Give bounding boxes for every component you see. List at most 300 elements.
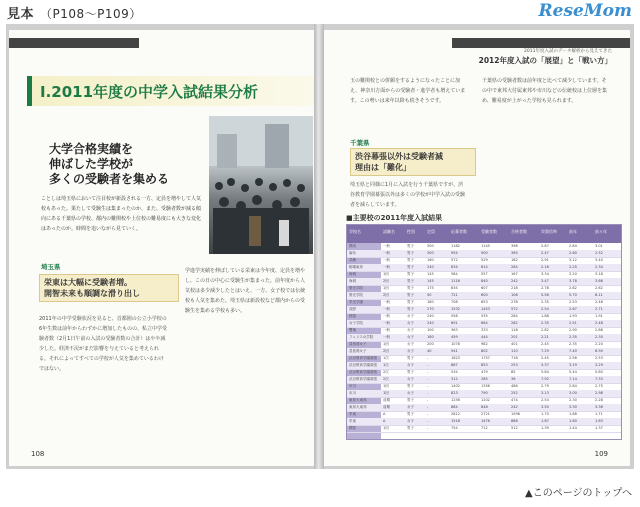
table-cell: 市川	[349, 391, 356, 395]
table-cell: 一般	[383, 265, 390, 269]
table-cell: 529	[481, 258, 488, 262]
table-cell: 男子	[407, 300, 414, 304]
table-cell: 2.30	[569, 398, 577, 402]
table-cell: 85	[511, 370, 516, 374]
header-title	[7, 3, 142, 22]
table-cell: 女子	[407, 342, 414, 346]
table-cell: 2721	[481, 412, 490, 416]
table-cell: 886	[511, 419, 518, 423]
table-cell: 2.30	[595, 335, 603, 339]
table-cell: 634	[451, 286, 458, 290]
table-cell: 2.90	[569, 328, 577, 332]
table-cell: 豊島岡女子	[349, 349, 367, 353]
table-cell: -	[427, 363, 429, 367]
table-cell: 884	[451, 405, 458, 409]
table-cell: 100	[427, 328, 434, 332]
table-cell: -	[427, 405, 429, 409]
table-cell: 2.45	[541, 356, 549, 360]
table-cell: 712	[481, 426, 488, 430]
crowd-photo	[209, 116, 313, 254]
table-cell: 242	[511, 279, 518, 283]
table-cell: 2.34	[595, 265, 603, 269]
table-cell: 312	[451, 377, 458, 381]
table-cell: A	[383, 412, 386, 416]
table-cell: 802	[481, 349, 488, 353]
table-cell: 一般	[383, 307, 390, 311]
table-cell: 285	[481, 377, 488, 381]
box-heading	[350, 148, 476, 176]
table-cell: 一般	[383, 321, 390, 325]
table-cell: 一般	[383, 258, 390, 262]
table-cell: -	[427, 356, 429, 360]
header-pages: （P108～P109）	[40, 7, 142, 21]
table-cell: 男子	[407, 398, 414, 402]
table-cell: 2.56	[569, 356, 577, 360]
table-cell: 2.78	[541, 286, 549, 290]
table-cell: 2.16	[541, 265, 549, 269]
table-cell: 1.70	[541, 412, 549, 416]
table-cell: 1.88	[541, 314, 549, 318]
table-cell: 584	[451, 272, 458, 276]
table-cell: 2.86	[595, 328, 603, 332]
table-cell: 145	[427, 279, 434, 283]
table-cell: 1476	[481, 419, 490, 423]
table-cell: 218	[511, 286, 518, 290]
table-cell: 東邦大東邦	[349, 398, 367, 402]
table-cell: 渋谷教育学園幕張	[349, 356, 377, 360]
table-cell: 1回	[383, 426, 389, 430]
table-cell: 1.39	[541, 426, 549, 430]
table-cell: 167	[511, 272, 518, 276]
table-cell: 2.75	[595, 384, 603, 388]
table-cell: 3.30	[569, 405, 577, 409]
table-cell: 男子	[407, 244, 414, 248]
table-cell: 2.35	[569, 335, 577, 339]
table-cell: 3.78	[569, 279, 577, 283]
region-tag: 埼玉県	[41, 263, 61, 271]
table-header-cell: 性別	[407, 229, 415, 234]
table-cell: 2.21	[541, 335, 549, 339]
body-column-1: 2011年の中学受験状況を見ると、首都圏の公立小学校の6年生数は前年からわずかに増加したものの、私立中学受験者数（2月1日午前の入試の受験者数の合計）はやや減少した。経済不況がまだ影響を与えていると考えられる。それによってすべての学校が人気を集めているわけではない。	[39, 316, 167, 372]
table-cell: 1回	[383, 384, 389, 388]
table-cell: 300	[427, 244, 434, 248]
table-cell: 1757	[481, 356, 490, 360]
table-cell: 2.71	[595, 307, 603, 311]
right-page	[324, 30, 630, 466]
table-cell: 182	[511, 258, 518, 262]
table-cell: 5.56	[541, 293, 549, 297]
table-cell: 東邦大東邦	[349, 405, 367, 409]
table-cell: 1145	[481, 244, 490, 248]
table-cell: 557	[481, 272, 488, 276]
table-cell: 1182	[451, 244, 460, 248]
table-cell: 1.68	[569, 412, 577, 416]
table-cell: 7.92	[541, 377, 549, 381]
table-cell: 男子	[407, 384, 414, 388]
table-cell: 282	[511, 321, 518, 325]
table-cell: 201	[511, 335, 518, 339]
table-cell: 2.98	[595, 391, 603, 395]
table-cell: -	[427, 426, 429, 430]
table-cell: 2.35	[569, 342, 577, 346]
table-cell: 1402	[451, 384, 460, 388]
table-cell: 754	[451, 426, 458, 430]
table-cell: 一般	[383, 251, 390, 255]
table-cell: 240	[427, 265, 434, 269]
table-cell: 110	[511, 349, 518, 353]
table-cell: 1078	[451, 342, 460, 346]
box-heading-line: 渋谷幕張以外は受験者減	[355, 152, 443, 161]
section-title-text: Ⅰ.2011年度の中学入試結果分析	[40, 83, 259, 101]
table-cell: 2.60	[569, 251, 577, 255]
table-cell: 1518	[451, 419, 460, 423]
table-cell: 145	[427, 272, 434, 276]
table-cell: 2.47	[541, 251, 549, 255]
table-cell: 333	[481, 328, 488, 332]
table-cell: 2.87	[541, 244, 549, 248]
page-number: 108	[31, 450, 45, 458]
table-cell: 一般	[383, 300, 390, 304]
table-cell: 50	[427, 293, 432, 297]
table-cell: 前期	[383, 398, 390, 402]
table-cell: 男子	[407, 426, 414, 430]
table-cell: 2.28	[595, 398, 603, 402]
table-cell: -	[427, 391, 429, 395]
subhead-line: 伸ばした学校が	[49, 157, 134, 171]
table-header-cell: 実質倍率	[541, 229, 557, 234]
table-cell: 941	[451, 349, 458, 353]
table-cell: 900	[481, 251, 488, 255]
table-cell: 一般	[383, 314, 390, 318]
table-cell: 栄光学園	[349, 300, 363, 304]
table-cell: 渋谷教育学園幕張	[349, 377, 377, 381]
body-column-2: 学進学実績を伸ばしている栄東は今年度、定員を増やし、この日の中心に受験生が集まった。前年度から人気校は多少減少したとはいえ、一方、女子校では伝統校も人気を集めた。埼玉県は新設校など都内からの受験生を集める学校も多い。	[185, 268, 306, 314]
table-cell: 1116	[451, 279, 460, 283]
page-top-link[interactable]: ▲このページのトップへ	[525, 488, 632, 499]
table-cell: 1.37	[595, 426, 603, 430]
table-cell: 5.70	[569, 293, 577, 297]
table-cell: 2812	[451, 412, 460, 416]
table-cell: 40	[427, 349, 432, 353]
table-cell: 女子	[407, 335, 414, 339]
table-cell: 5.64	[541, 370, 549, 374]
table-cell: 女子	[407, 321, 414, 325]
table-cell: 1.71	[595, 412, 603, 416]
table-header-cell: 受験者数	[481, 229, 497, 234]
table-cell: 7.40	[569, 349, 577, 353]
table-cell: 2.35	[541, 300, 549, 304]
table-cell: 1.44	[569, 426, 577, 430]
table-cell: 駒場東邦	[349, 265, 363, 269]
table-cell: 1回	[383, 272, 389, 276]
table-cell: 男子	[407, 258, 414, 262]
crowd-photo-drawing	[209, 116, 313, 254]
table-cell: 雙葉	[349, 328, 356, 332]
table-cell: 252	[511, 391, 518, 395]
table-cell: 2.53	[569, 300, 577, 304]
table-cell: 2回	[383, 349, 389, 353]
table-cell: 渋谷教育学園幕張	[349, 363, 377, 367]
table-cell: 1.91	[595, 314, 603, 318]
table-cell: 男子	[407, 356, 414, 360]
table-cell: 5.80	[595, 370, 603, 374]
region-tag: 千葉県	[350, 139, 370, 147]
table-cell: 2次	[383, 370, 389, 374]
table-header-cell: 前年	[569, 229, 577, 234]
table-cell: 2.84	[569, 244, 577, 248]
book-gutter	[314, 24, 324, 469]
table-cell: 118	[511, 328, 518, 332]
table-cell: 3.47	[541, 279, 549, 283]
resemom-logo[interactable]: ReseMom	[538, 1, 632, 21]
table-cell: -	[427, 377, 429, 381]
box-heading-line: 理由は「難化」	[355, 163, 411, 172]
table-cell: 954	[451, 251, 458, 255]
table-cell: 284	[511, 314, 518, 318]
table-cell: -	[427, 370, 429, 374]
table-cell: 474	[511, 398, 518, 402]
table-cell: 175	[427, 286, 434, 290]
table-header-cell: 応募者数	[451, 229, 467, 234]
table-cell: 3.12	[569, 258, 577, 262]
table-cell: 572	[511, 307, 518, 311]
table-cell: 男子	[407, 251, 414, 255]
table-cell: 823	[451, 391, 458, 395]
table-cell: 一般	[383, 335, 390, 339]
table-cell: 栄東	[349, 412, 356, 416]
table-cell: 2.82	[541, 328, 549, 332]
table-cell: 1次	[383, 356, 389, 360]
table-cell: 1回	[383, 391, 389, 395]
right-header-bar	[452, 38, 630, 48]
table-cell: 2.67	[569, 307, 577, 311]
table-cell: 市川	[349, 384, 356, 388]
table-cell: 浅野	[349, 307, 356, 311]
table-cell: 1256	[451, 398, 460, 402]
table-cell: 1356	[481, 384, 490, 388]
table-cell: 男子	[407, 286, 414, 290]
table-cell: 渋谷教育学園幕張	[349, 370, 377, 374]
table-cell: 3.37	[541, 363, 549, 367]
table-cell: 270	[427, 307, 434, 311]
table-cell: 2.45	[541, 342, 549, 346]
table-cell: 2.48	[595, 300, 603, 304]
table-cell: 桜蔭	[349, 314, 356, 318]
table-cell: 1回	[383, 342, 389, 346]
table-cell: 3.20	[569, 272, 577, 276]
table-cell: 男子	[407, 279, 414, 283]
table-cell: 1.63	[595, 419, 603, 423]
table-cell: 363	[451, 328, 458, 332]
table-cell: 男子	[407, 272, 414, 276]
table-cell: 486	[511, 384, 518, 388]
table-cell: 女子	[407, 405, 414, 409]
table-cell: 1.67	[541, 419, 549, 423]
table-cell: 7.29	[541, 349, 549, 353]
table-cell: 武蔵	[349, 258, 356, 262]
table-cell: 開智	[349, 426, 356, 430]
table-cell: 534	[451, 370, 458, 374]
table-cell: 1.60	[569, 419, 577, 423]
lead-paragraph: ことしは埼玉県において注目校が新設される一方、定員を増やして人気校もあった。果たして受験生は集まったのか、また、受験者数が減る傾向にある千葉県の学校、都内の難関校や上位校の難易度にも大きな変化はあったのか。時間を追いながら見ていく。	[41, 196, 202, 232]
table-cell: 2.20	[595, 342, 603, 346]
table-cell: -	[427, 419, 429, 423]
table-cell: 開成	[349, 244, 356, 248]
table-cell: 1532	[451, 307, 460, 311]
book-spread	[6, 24, 634, 469]
table-cell: 853	[481, 363, 488, 367]
table-cell: 3.01	[595, 244, 603, 248]
table-cell: 253	[511, 363, 518, 367]
table-cell: 664	[481, 321, 488, 325]
header	[0, 0, 640, 24]
table-cell: 2次	[383, 377, 389, 381]
table-cell: 海城	[349, 272, 356, 276]
table-cell: 634	[451, 265, 458, 269]
table-header-cell: 定員	[427, 229, 435, 234]
table-cell: 栄東	[349, 419, 356, 423]
table-header-cell: 学校名	[349, 229, 361, 234]
page-number: 109	[594, 450, 608, 458]
subhead-line: 多くの受験者を集める	[49, 172, 170, 186]
table-cell: 160	[427, 258, 434, 262]
table-cell: 2.51	[569, 321, 577, 325]
left-page	[9, 30, 314, 466]
table-cell: -	[427, 398, 429, 402]
table-cell: 女子	[407, 377, 414, 381]
table-cell: 242	[511, 405, 518, 409]
table-cell: 7.14	[569, 377, 577, 381]
box-heading-line: 栄東は大幅に受験者増。	[44, 278, 132, 287]
table-cell: -	[427, 412, 429, 416]
table-cell: 1次	[383, 363, 389, 367]
table-cell: 108	[511, 293, 518, 297]
table-cell: 1596	[511, 412, 520, 416]
table-cell: 2.54	[541, 307, 549, 311]
table-cell: 535	[481, 314, 488, 318]
table-cell: 一般	[383, 244, 390, 248]
table-cell: 2.52	[595, 251, 603, 255]
table-cell: 607	[481, 286, 488, 290]
table-cell: 海城	[349, 279, 356, 283]
table-cell: -	[427, 384, 429, 388]
table-cell: 365	[511, 251, 518, 255]
table-title: ■主要校の2011年度入試結果	[346, 214, 443, 222]
table-cell: 聖光学院	[349, 286, 363, 290]
table-cell: 572	[451, 258, 458, 262]
table-cell: 女子	[407, 314, 414, 318]
table-cell: 男子	[407, 293, 414, 297]
table-cell: 7.33	[595, 377, 603, 381]
table-cell: 721	[451, 293, 458, 297]
table-cell: 男子	[407, 307, 414, 311]
table-cell: 479	[481, 370, 488, 374]
table-cell: 1453	[481, 307, 490, 311]
table-cell: 300	[427, 251, 434, 255]
table-cell: 一般	[383, 328, 390, 332]
table-cell: 240	[427, 321, 434, 325]
table-cell: 3.18	[595, 272, 603, 276]
table-cell: 麻布	[349, 251, 356, 255]
table-cell: 2.82	[569, 286, 577, 290]
table-row	[347, 425, 621, 433]
table-cell: 459	[451, 335, 458, 339]
table-cell: 2.35	[541, 321, 549, 325]
table-cell: 聖光学院	[349, 293, 363, 297]
table-cell: 1202	[481, 398, 490, 402]
table-cell: 401	[511, 342, 518, 346]
table-cell: 180	[427, 300, 434, 304]
table-cell: 240	[427, 314, 434, 318]
table-cell: 848	[481, 405, 488, 409]
table-cell: 284	[511, 265, 518, 269]
table-cell: フェリス女学院	[349, 335, 374, 339]
table-cell: 3.13	[541, 391, 549, 395]
table-cell: 614	[481, 265, 488, 269]
table-cell: 3.00	[569, 391, 577, 395]
table-cell: 女子	[407, 391, 414, 395]
table-cell: 女子学院	[349, 321, 363, 325]
table-cell: 6.90	[595, 349, 603, 353]
table-cell: 982	[481, 342, 488, 346]
table-cell: 2.48	[595, 321, 603, 325]
section-title	[27, 76, 314, 106]
top-title: 2012年度入試の「展望」と「戦い方」	[478, 56, 612, 65]
results-table	[346, 224, 622, 440]
table-cell: 3.34	[541, 272, 549, 276]
top-note: 2011年度入試のデータ解析から見えてきた	[524, 49, 612, 54]
table-cell: 1.93	[569, 314, 577, 318]
table-cell: 180	[427, 335, 434, 339]
table-cell: 2回	[383, 279, 389, 283]
table-cell: 2.53	[595, 356, 603, 360]
table-cell: 716	[511, 356, 518, 360]
table-cell: 1823	[451, 356, 460, 360]
table-cell: 6.11	[595, 293, 603, 297]
table-cell: 2.91	[541, 258, 549, 262]
table-cell: 36	[511, 377, 516, 381]
header-label: 見本	[7, 7, 35, 22]
table-cell: 男子	[407, 412, 414, 416]
subhead	[49, 142, 169, 187]
table-cell: 3.29	[595, 363, 603, 367]
table-cell: 3.36	[595, 405, 603, 409]
table-cell: 708	[451, 300, 458, 304]
table-cell: 男子	[407, 265, 414, 269]
table-cell: 2.62	[595, 286, 603, 290]
table-cell: 200	[427, 342, 434, 346]
box-heading	[39, 274, 179, 302]
table-header-cell: 合格者数	[511, 229, 527, 234]
table-cell: 3.40	[595, 258, 603, 262]
table-cell: 2.79	[541, 384, 549, 388]
table-cell: 790	[481, 391, 488, 395]
table-header-cell: 前々年	[595, 229, 607, 234]
table-cell: 3.50	[541, 405, 549, 409]
table-cell: 5.44	[569, 370, 577, 374]
box-heading-line: 開智未来も順調な滑り出し	[44, 289, 140, 298]
table-header-cell: 試験名	[383, 229, 395, 234]
table-cell: 278	[511, 300, 518, 304]
table-cell: 2.54	[541, 398, 549, 402]
table-cell: 691	[451, 321, 458, 325]
table-cell: 558	[451, 314, 458, 318]
left-header-bar	[9, 38, 139, 48]
table-cell: 600	[481, 293, 488, 297]
table-cell: 840	[481, 279, 488, 283]
table-cell: A	[383, 419, 386, 423]
body-column-3: 千葉県の受験者数は前年度と比べて減少しています。その中で東邦大付属東邦や市川などの伝統校は上位層を集め、難易度が上がった学校も見られます。	[482, 78, 608, 104]
